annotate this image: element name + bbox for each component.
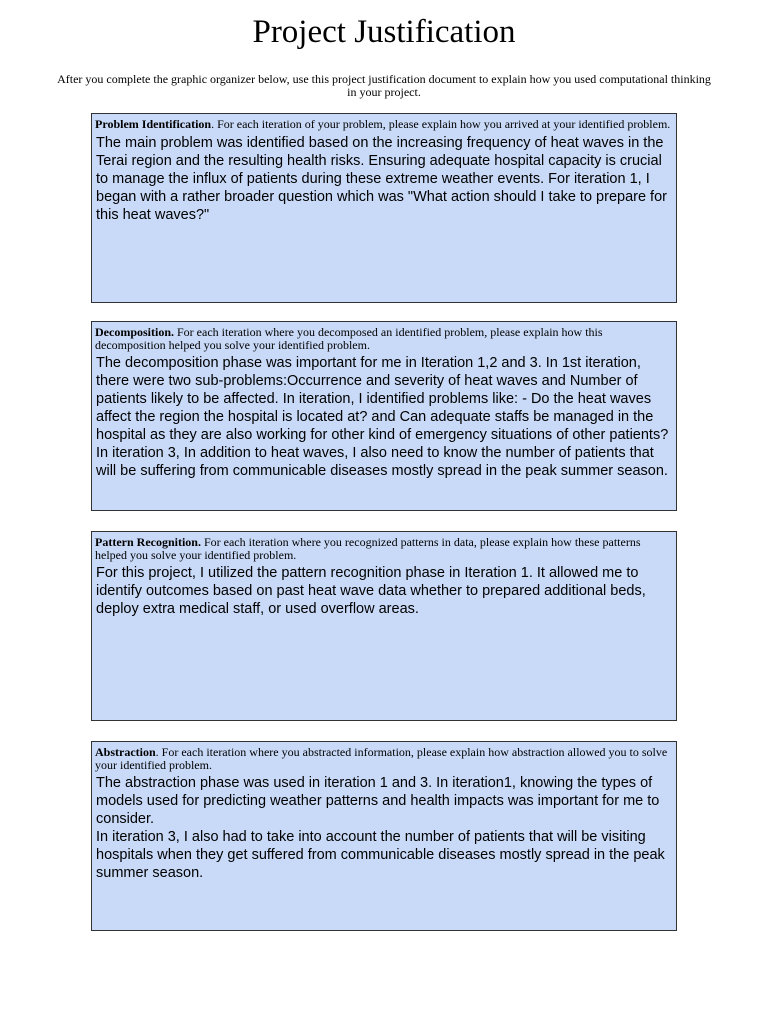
heading-suffix: . xyxy=(155,745,159,759)
answer-text: For this project, I utilized the pattern recognition phase in Iteration 1. It allowed me to identify outcomes based on past heat wave data whether to prepared additional beds, deploy extra medical staff, or used overflow areas. xyxy=(96,565,646,617)
pattern-recognition-box[interactable] xyxy=(91,531,677,721)
decomposition-box[interactable] xyxy=(91,321,677,511)
section-prompt xyxy=(95,746,674,771)
section-prompt xyxy=(95,326,674,351)
intro-text: After you complete the graphic organizer below, use this project justification document to explain how you used computational thinking in your project. xyxy=(57,72,711,99)
prompt-text: For each iteration where you abstracted information, please explain how abstraction allowed you to solve your identified problem. xyxy=(95,745,668,772)
section-heading: Abstraction xyxy=(95,745,156,759)
answer-text: The decomposition phase was important for me in Iteration 1,2 and 3. In 1st iteration, there were two sub-problems:Occurrence and severity of heat waves and Number of patients likely to be affected. In iteration, I identified problems like: - Do the heat waves affect the region the hospital is located at? and Can adequate staffs be managed in the hospital as they are also working for other kind of emergency situations of other patients? In iteration 3, In addition to heat waves, I also need to know the number of patients that will be suffering from communicable diseases mostly spread in the peak summer season. xyxy=(96,355,669,479)
section-heading: Pattern Recognition. xyxy=(95,535,201,549)
section-heading: Decomposition. xyxy=(95,325,174,339)
section-prompt xyxy=(95,536,674,561)
answer-text: The main problem was identified based on the increasing frequency of heat waves in the Terai region and the resulting health risks. Ensuring adequate hospital capacity is crucial to manage the influx of patients during these extreme weather events. For iteration 1, I began with a rather broader question which was "What action should I take to prepare for this heat waves?" xyxy=(96,134,667,223)
section-heading: Problem Identification xyxy=(95,117,212,131)
problem-identification-box[interactable] xyxy=(91,113,677,303)
answer-text: The abstraction phase was used in iteration 1 and 3. In iteration1, knowing the types of models used for predicting weather patterns and health impacts was important for me to consider. In iteration 3, I also had to take into account the number of patients that will be visiting hospitals when they get suffered from communicable diseases mostly spread in the peak summer season. xyxy=(96,775,665,881)
heading-suffix: . xyxy=(211,117,215,131)
page-title: Project Justification xyxy=(252,14,516,50)
prompt-text: For each iteration of your problem, please explain how you arrived at your identified problem. xyxy=(214,117,671,131)
abstraction-box[interactable] xyxy=(91,741,677,931)
prompt-text: For each iteration where you recognized patterns in data, please explain how these patterns helped you solve your identified problem. xyxy=(95,535,641,562)
section-prompt xyxy=(95,118,674,131)
prompt-text: For each iteration where you decomposed an identified problem, please explain how this decomposition helped you solve your identified problem. xyxy=(95,325,603,352)
